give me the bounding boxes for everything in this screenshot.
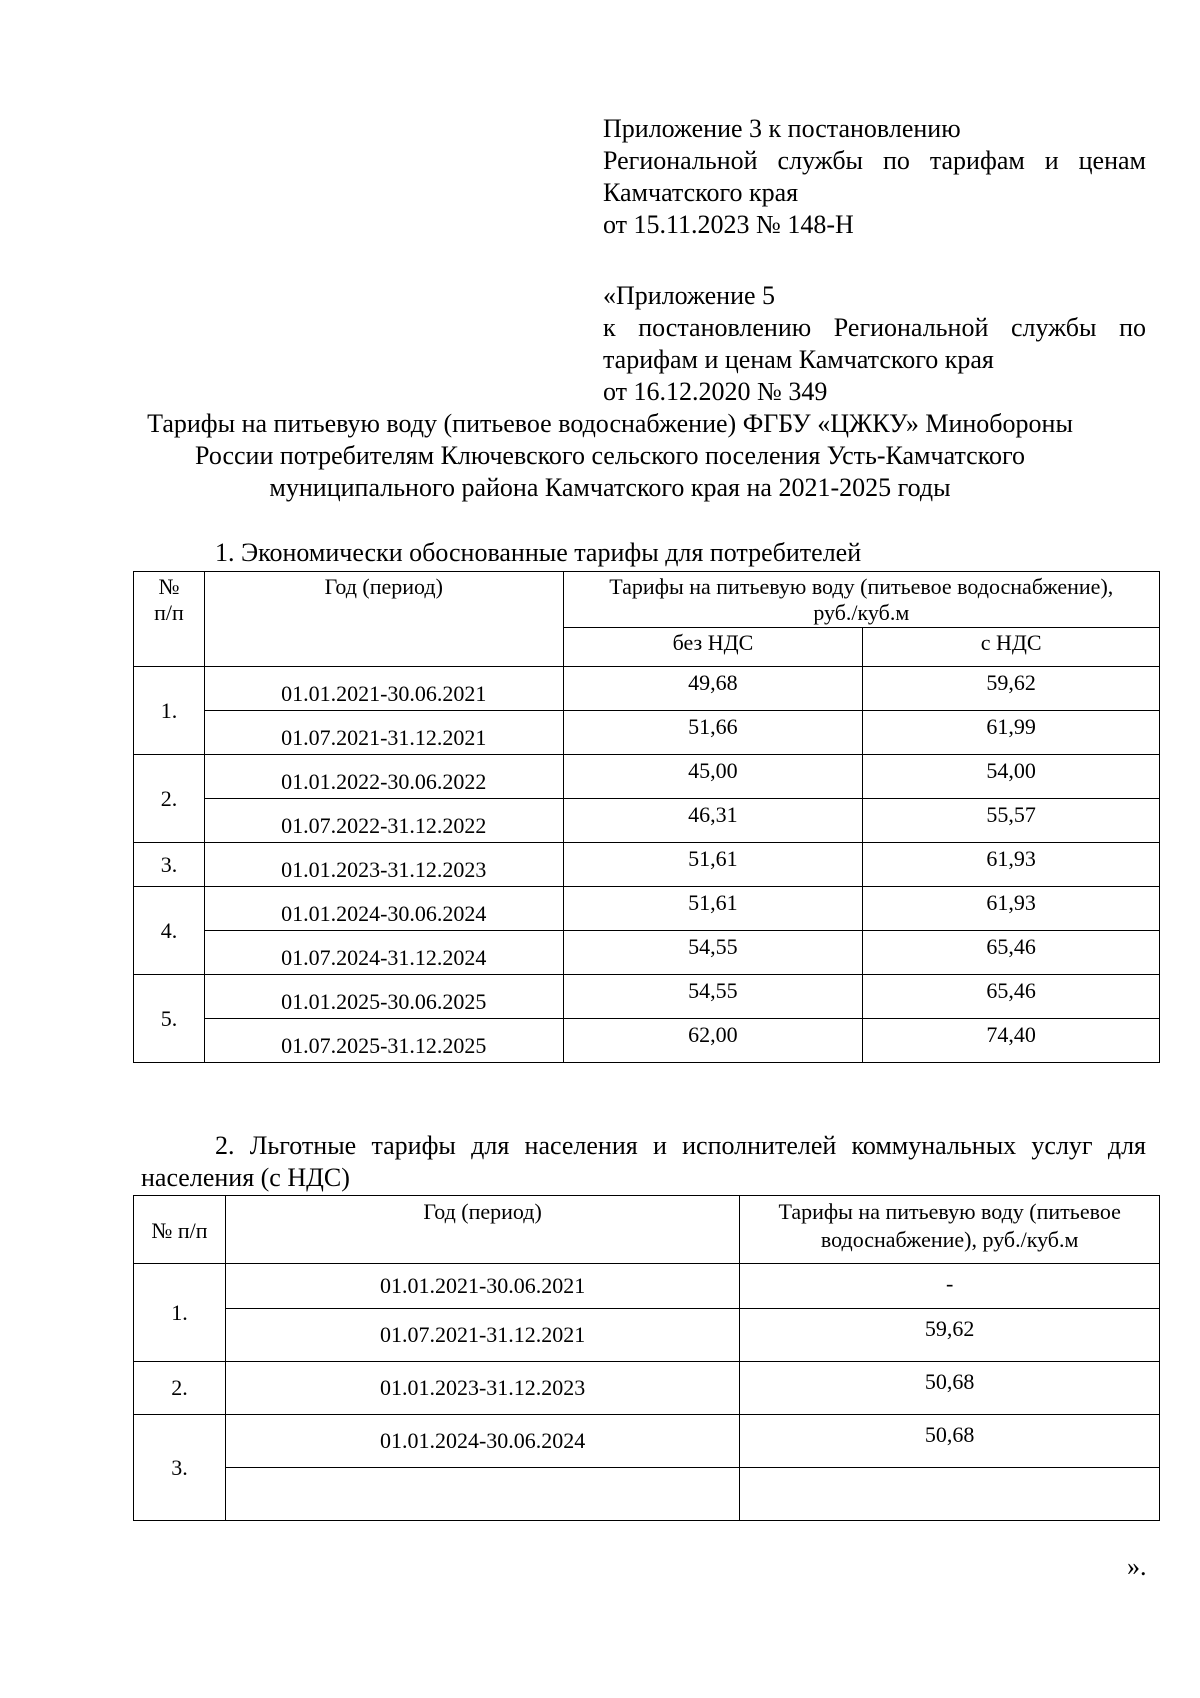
tariff-with-vat-cell: 61,93 — [863, 887, 1160, 931]
no-vat-header: без НДС — [563, 628, 863, 667]
appendix-header-original — [603, 280, 1146, 408]
tariff-cell: 59,62 — [740, 1309, 1160, 1362]
table-row — [134, 931, 1160, 975]
table-row — [134, 975, 1160, 1019]
period-cell: 01.01.2023-31.12.2023 — [204, 843, 563, 887]
period-cell: 01.01.2022-30.06.2022 — [204, 755, 563, 799]
appendix-header-current — [603, 113, 1146, 241]
tariff-no-vat-cell: 54,55 — [563, 975, 863, 1019]
period-cell: 01.07.2021-31.12.2021 — [225, 1309, 739, 1362]
appendix-line: Региональной службы по тарифам и ценам — [603, 146, 1146, 175]
period-cell: 01.07.2021-31.12.2021 — [204, 711, 563, 755]
tariff-no-vat-cell: 54,55 — [563, 931, 863, 975]
period-cell: 01.01.2024-30.06.2024 — [225, 1415, 739, 1468]
tariff-with-vat-cell: 59,62 — [863, 667, 1160, 711]
table-row — [134, 799, 1160, 843]
tariff-no-vat-cell: 51,66 — [563, 711, 863, 755]
tariff-with-vat-cell: 65,46 — [863, 975, 1160, 1019]
tariff-no-vat-cell: 51,61 — [563, 843, 863, 887]
period-cell: 01.01.2023-31.12.2023 — [225, 1362, 739, 1415]
economic-tariffs-table — [133, 571, 1160, 1063]
section2-heading-line1: 2. Льготные тарифы для населения и исполнителей коммунальных услуг для — [215, 1131, 1146, 1160]
row-number: 2. — [134, 755, 205, 843]
tariff-no-vat-cell: 51,61 — [563, 887, 863, 931]
tariff-with-vat-cell: 65,46 — [863, 931, 1160, 975]
row-number: 5. — [134, 975, 205, 1063]
table-row — [134, 1415, 1160, 1468]
table-row — [134, 755, 1160, 799]
tariff-no-vat-cell: 46,31 — [563, 799, 863, 843]
table-row — [134, 667, 1160, 711]
table-row — [134, 1019, 1160, 1063]
appendix-line: «Приложение 5 — [603, 281, 776, 310]
appendix-line: Приложение 3 к постановлению — [603, 114, 961, 143]
section2-heading-line2: населения (с НДС) — [141, 1163, 350, 1192]
tariff-with-vat-cell: 55,57 — [863, 799, 1160, 843]
tariff-with-vat-cell: 54,00 — [863, 755, 1160, 799]
tariff-header — [563, 572, 1159, 628]
tariff-header-line2: водоснабжение), руб./куб.м — [820, 1227, 1079, 1252]
table-row — [134, 1264, 1160, 1309]
period-cell: 01.01.2024-30.06.2024 — [204, 887, 563, 931]
row-number: 3. — [134, 843, 205, 887]
num-header-line2: п/п — [154, 600, 184, 625]
table-row — [134, 1468, 1160, 1521]
tariff-with-vat-cell: 61,93 — [863, 843, 1160, 887]
period-cell: 01.01.2021-30.06.2021 — [204, 667, 563, 711]
appendix-line: от 15.11.2023 № 148-Н — [603, 210, 854, 239]
row-number: 3. — [134, 1415, 226, 1521]
section1-heading: 1. Экономически обоснованные тарифы для потребителей — [215, 538, 862, 567]
num-header: № п/п — [134, 1196, 226, 1264]
num-header-line1: № — [158, 574, 180, 599]
appendix-line: от 16.12.2020 № 349 — [603, 377, 828, 406]
period-cell: 01.07.2022-31.12.2022 — [204, 799, 563, 843]
period-cell — [225, 1468, 739, 1521]
table-row — [134, 711, 1160, 755]
document-title — [60, 408, 1160, 504]
period-header: Год (период) — [225, 1196, 739, 1264]
period-cell: 01.07.2025-31.12.2025 — [204, 1019, 563, 1063]
tariff-cell — [740, 1468, 1160, 1521]
tariff-cell: 50,68 — [740, 1415, 1160, 1468]
closing-quote: ». — [1127, 1552, 1147, 1581]
with-vat-header: с НДС — [863, 628, 1160, 667]
tariff-cell: 50,68 — [740, 1362, 1160, 1415]
tariff-with-vat-cell: 74,40 — [863, 1019, 1160, 1063]
tariff-no-vat-cell: 45,00 — [563, 755, 863, 799]
tariff-with-vat-cell: 61,99 — [863, 711, 1160, 755]
row-number: 1. — [134, 667, 205, 755]
tariff-cell: - — [740, 1264, 1160, 1309]
section2-heading — [143, 1130, 1146, 1194]
period-cell: 01.01.2021-30.06.2021 — [225, 1264, 739, 1309]
table-row — [134, 887, 1160, 931]
appendix-line: к постановлению Региональной службы по — [603, 313, 1146, 342]
appendix-line: Камчатского края — [603, 178, 799, 207]
table-row — [134, 843, 1160, 887]
title-line: Тарифы на питьевую воду (питьевое водоснабжение) ФГБУ «ЦЖКУ» Минобороны — [147, 409, 1073, 438]
tariff-header-line2: руб./куб.м — [813, 600, 910, 625]
tariff-header-line1: Тарифы на питьевую воду (питьевое водоснабжение), — [609, 574, 1114, 599]
tariff-no-vat-cell: 62,00 — [563, 1019, 863, 1063]
tariff-header — [740, 1196, 1160, 1264]
period-header: Год (период) — [204, 572, 563, 667]
table-row — [134, 1362, 1160, 1415]
title-line: России потребителям Ключевского сельского поселения Усть-Камчатского — [195, 441, 1025, 470]
tariff-header-line1: Тарифы на питьевую воду (питьевое — [778, 1199, 1121, 1224]
table-row — [134, 1309, 1160, 1362]
period-cell: 01.01.2025-30.06.2025 — [204, 975, 563, 1019]
title-line: муниципального района Камчатского края на 2021-2025 годы — [269, 473, 951, 502]
row-number: 2. — [134, 1362, 226, 1415]
num-header — [134, 572, 205, 667]
tariff-no-vat-cell: 49,68 — [563, 667, 863, 711]
preferential-tariffs-table — [133, 1195, 1160, 1521]
period-cell: 01.07.2024-31.12.2024 — [204, 931, 563, 975]
row-number: 1. — [134, 1264, 226, 1362]
appendix-line: тарифам и ценам Камчатского края — [603, 345, 994, 374]
row-number: 4. — [134, 887, 205, 975]
